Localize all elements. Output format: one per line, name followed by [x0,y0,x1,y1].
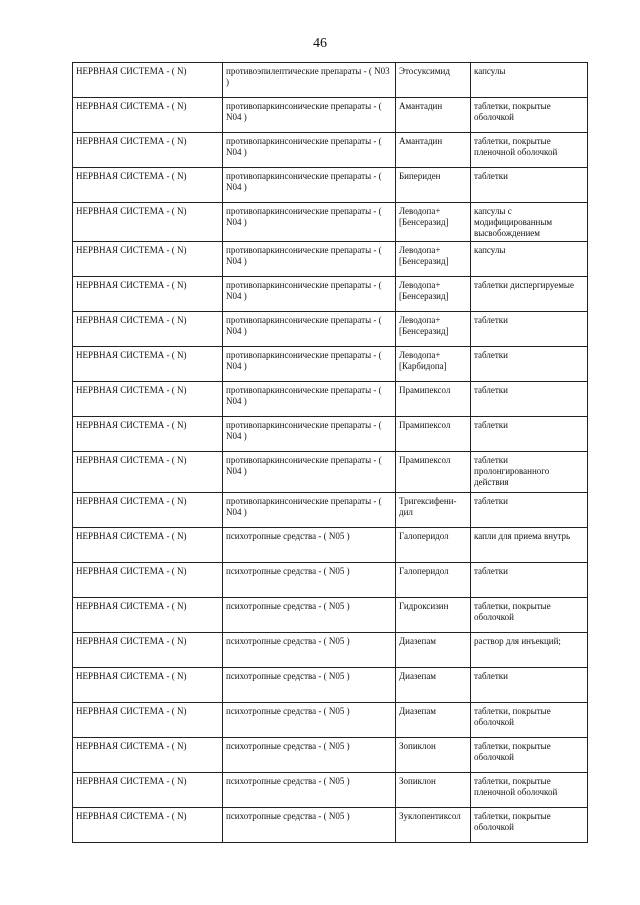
substance-cell: Амантадин [396,98,471,133]
group-cell: противопаркинсонические препараты - ( N04 ) [223,277,396,312]
system-cell: НЕРВНАЯ СИСТЕМА - ( N) [73,633,223,668]
substance-cell: Прамипексол [396,452,471,493]
group-cell: психотропные средства - ( N05 ) [223,808,396,843]
table-row [73,417,588,452]
form-cell: таблетки [471,347,588,382]
form-cell: капсулы [471,63,588,98]
substance-cell: Галоперидол [396,528,471,563]
table-row [73,203,588,242]
substance-cell: Леводопа+ [Карбидопа] [396,347,471,382]
system-cell: НЕРВНАЯ СИСТЕМА - ( N) [73,668,223,703]
system-cell: НЕРВНАЯ СИСТЕМА - ( N) [73,773,223,808]
group-cell: психотропные средства - ( N05 ) [223,773,396,808]
table-row [73,773,588,808]
system-cell: НЕРВНАЯ СИСТЕМА - ( N) [73,808,223,843]
group-cell: психотропные средства - ( N05 ) [223,703,396,738]
table-row [73,98,588,133]
group-cell: противопаркинсонические препараты - ( N04 ) [223,347,396,382]
system-cell: НЕРВНАЯ СИСТЕМА - ( N) [73,347,223,382]
system-cell: НЕРВНАЯ СИСТЕМА - ( N) [73,382,223,417]
form-cell: таблетки, покрытые пленочной оболочкой [471,773,588,808]
form-cell: таблетки, покрытые оболочкой [471,703,588,738]
substance-cell: Диазепам [396,703,471,738]
group-cell: противоэпилептические препараты - ( N03 ) [223,63,396,98]
group-cell: психотропные средства - ( N05 ) [223,528,396,563]
group-cell: психотропные средства - ( N05 ) [223,668,396,703]
table-row [73,277,588,312]
table-row [73,347,588,382]
form-cell: капсулы [471,242,588,277]
page-number: 46 [313,36,327,51]
table-row [73,703,588,738]
form-cell: таблетки [471,668,588,703]
system-cell: НЕРВНАЯ СИСТЕМА - ( N) [73,738,223,773]
form-cell: таблетки [471,312,588,347]
drug-table [72,62,588,843]
system-cell: НЕРВНАЯ СИСТЕМА - ( N) [73,133,223,168]
group-cell: противопаркинсонические препараты - ( N04 ) [223,312,396,347]
table-body [73,63,588,843]
table-row [73,528,588,563]
group-cell: психотропные средства - ( N05 ) [223,563,396,598]
form-cell: таблетки [471,493,588,528]
substance-cell: Галоперидол [396,563,471,598]
form-cell: капсулы с модифицированным высвобождением [471,203,588,242]
form-cell: таблетки, покрытые оболочкой [471,98,588,133]
system-cell: НЕРВНАЯ СИСТЕМА - ( N) [73,563,223,598]
substance-cell: Этосуксимид [396,63,471,98]
form-cell: таблетки, покрытые оболочкой [471,598,588,633]
group-cell: противопаркинсонические препараты - ( N04 ) [223,203,396,242]
table-row [73,242,588,277]
substance-cell: Тригексифени-дил [396,493,471,528]
group-cell: психотропные средства - ( N05 ) [223,633,396,668]
system-cell: НЕРВНАЯ СИСТЕМА - ( N) [73,242,223,277]
system-cell: НЕРВНАЯ СИСТЕМА - ( N) [73,528,223,563]
table-row [73,633,588,668]
group-cell: психотропные средства - ( N05 ) [223,598,396,633]
form-cell: таблетки [471,168,588,203]
form-cell: капли для приема внутрь [471,528,588,563]
table-row [73,312,588,347]
table-row [73,563,588,598]
group-cell: психотропные средства - ( N05 ) [223,738,396,773]
form-cell: таблетки [471,417,588,452]
substance-cell: Гидроксизин [396,598,471,633]
substance-cell: Леводопа+ [Бенсеразид] [396,277,471,312]
form-cell: таблетки [471,563,588,598]
form-cell: таблетки диспергируемые [471,277,588,312]
form-cell: таблетки, покрытые оболочкой [471,738,588,773]
form-cell: таблетки, покрытые оболочкой [471,808,588,843]
system-cell: НЕРВНАЯ СИСТЕМА - ( N) [73,63,223,98]
substance-cell: Прамипексол [396,417,471,452]
system-cell: НЕРВНАЯ СИСТЕМА - ( N) [73,598,223,633]
substance-cell: Леводопа+ [Бенсеразид] [396,312,471,347]
system-cell: НЕРВНАЯ СИСТЕМА - ( N) [73,312,223,347]
substance-cell: Прамипексол [396,382,471,417]
system-cell: НЕРВНАЯ СИСТЕМА - ( N) [73,493,223,528]
substance-cell: Леводопа+ [Бенсеразид] [396,203,471,242]
substance-cell: Зопиклон [396,738,471,773]
system-cell: НЕРВНАЯ СИСТЕМА - ( N) [73,277,223,312]
group-cell: противопаркинсонические препараты - ( N04 ) [223,98,396,133]
substance-cell: Диазепам [396,633,471,668]
table-row [73,133,588,168]
table-row [73,493,588,528]
table-row [73,382,588,417]
substance-cell: Леводопа+ [Бенсеразид] [396,242,471,277]
group-cell: противопаркинсонические препараты - ( N04 ) [223,452,396,493]
table-row [73,168,588,203]
table-row [73,63,588,98]
group-cell: противопаркинсонические препараты - ( N04 ) [223,168,396,203]
table-row [73,668,588,703]
form-cell: таблетки, покрытые пленочной оболочкой [471,133,588,168]
form-cell: раствор для инъекций; [471,633,588,668]
table-row [73,452,588,493]
table-row [73,738,588,773]
group-cell: противопаркинсонические препараты - ( N04 ) [223,382,396,417]
group-cell: противопаркинсонические препараты - ( N04 ) [223,242,396,277]
substance-cell: Диазепам [396,668,471,703]
system-cell: НЕРВНАЯ СИСТЕМА - ( N) [73,203,223,242]
table-row [73,808,588,843]
group-cell: противопаркинсонические препараты - ( N04 ) [223,493,396,528]
form-cell: таблетки пролонгированного действия [471,452,588,493]
system-cell: НЕРВНАЯ СИСТЕМА - ( N) [73,417,223,452]
substance-cell: Зопиклон [396,773,471,808]
table-row [73,598,588,633]
system-cell: НЕРВНАЯ СИСТЕМА - ( N) [73,452,223,493]
substance-cell: Амантадин [396,133,471,168]
substance-cell: Зуклопентиксол [396,808,471,843]
form-cell: таблетки [471,382,588,417]
system-cell: НЕРВНАЯ СИСТЕМА - ( N) [73,98,223,133]
group-cell: противопаркинсонические препараты - ( N04 ) [223,417,396,452]
substance-cell: Бипериден [396,168,471,203]
system-cell: НЕРВНАЯ СИСТЕМА - ( N) [73,168,223,203]
group-cell: противопаркинсонические препараты - ( N04 ) [223,133,396,168]
system-cell: НЕРВНАЯ СИСТЕМА - ( N) [73,703,223,738]
